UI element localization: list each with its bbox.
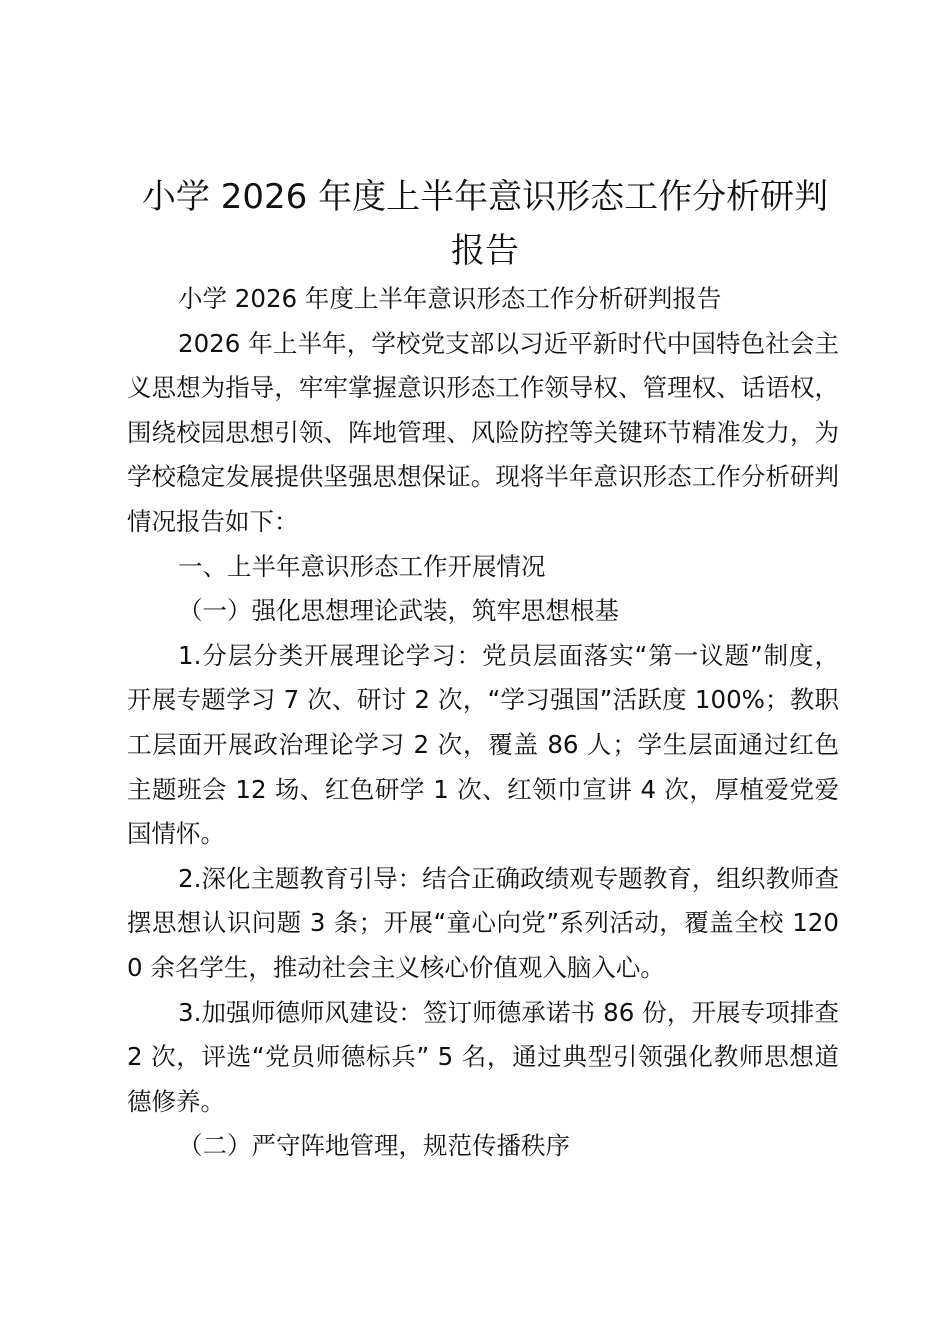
body-paragraph-3: 3.加强师德师风建设：签订师德承诺书 86 份，开展专项排查 2 次，评选“党员师德标兵” 5 名，通过典型引领强化教师思想道德修养。 [127,997,839,1116]
body-paragraph-2: 2.深化主题教育引导：结合正确政绩观专题教育，组织教师查摆思想认识问题 3 条；开展“童心向党”系列活动，覆盖全校 1200 余名学生，推动社会主义核心价值观入脑入心。 [127,863,839,982]
section-heading-1: 一、上半年意识形态工作开展情况 [178,551,546,581]
document-body [127,277,839,1169]
subsection-heading-2: （二）严守阵地管理，规范传播秩序 [178,1131,570,1161]
subtitle-paragraph: 小学 2026 年度上半年意识形态工作分析研判报告 [178,284,722,313]
body-paragraph-1: 1.分层分类开展理论学习：党员层面落实“第一议题”制度，开展专题学习 7 次、研讨 2 次，“学习强国”活跃度 100%；教职工层面开展政治理论学习 2 次，覆盖 86 人；学生层面通过红色主题班会 12 场、红色研学 1 次、红领巾宣讲 4 次，厚植爱党爱国情怀。 [127,640,839,849]
subsection-heading-1: （一）强化思想理论武装，筑牢思想根基 [178,596,619,626]
intro-paragraph: 2026 年上半年，学校党支部以习近平新时代中国特色社会主义思想为指导，牢牢掌握意识形态工作领导权、管理权、话语权，围绕校园思想引领、阵地管理、风险防控等关键环节精准发力，为学校稳定发展提供坚强思想保证。现将半年意识形态工作分析研判情况报告如下： [127,328,839,536]
document-title: 小学 2026 年度上半年意识形态工作分析研判报告 [141,177,829,271]
